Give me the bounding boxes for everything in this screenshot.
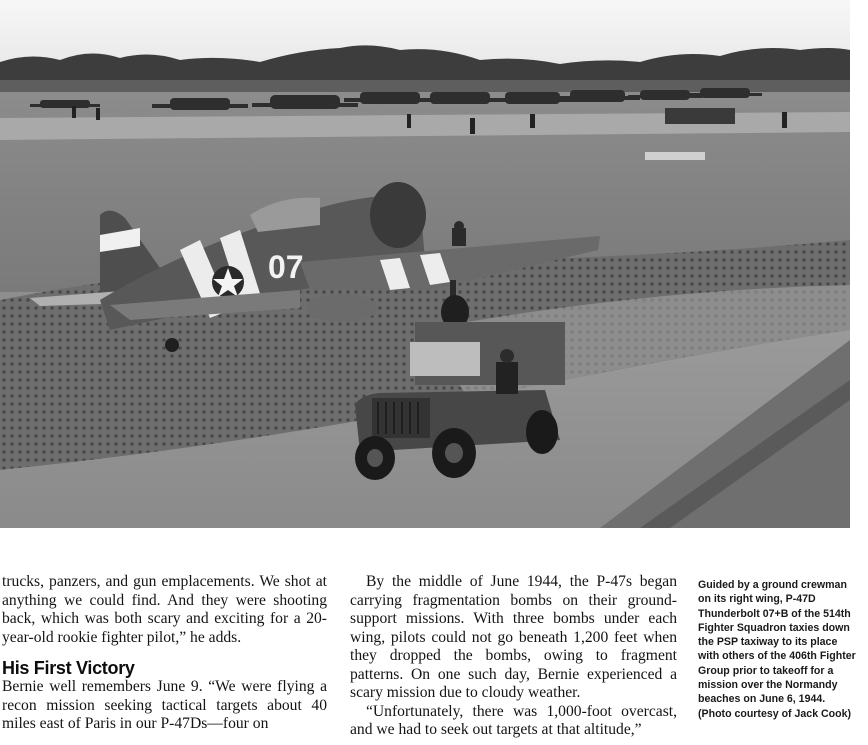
section-heading: His First Victory [2,658,135,678]
paragraph: Bernie well remembers June 9. “We were flying a recon mission seeking tactical targets about 40 miles east of Paris in our P-47Ds—four on [2,678,327,732]
svg-text:07: 07 [268,249,304,285]
photo-caption: Guided by a ground crewman on its right wing, P-47D Thunderbolt 07+B of the 514th Fighter Squadron taxies down the PSP taxiway to its place with others of the 406th Fighter Group prior to takeoff for a mission over the Normandy beaches on June 6, 1944. (Photo courtesy of Jack Cook) [698,579,856,720]
article-column-2 [350,573,677,740]
article-column-1 [2,573,327,734]
paragraph: “Unfortunately, there was 1,000-foot overcast, and we had to seek out targets at that altitude,” [350,702,677,738]
paragraph: By the middle of June 1944, the P-47s began carrying fragmentation bombs on their ground-support missions. With three bombs under each wing, pilots could not go beneath 1,200 feet when they dropped the bombs, owing to fragment patterns. On one such day, Bernie experienced a scary mission due to cloudy weather. [350,573,677,701]
paragraph-continuation: trucks, panzers, and gun emplacements. We shot at anything we could find. And they were shooting back, which was both scary and exciting for a 20-year-old rookie fighter pilot,” he adds. [2,573,327,646]
